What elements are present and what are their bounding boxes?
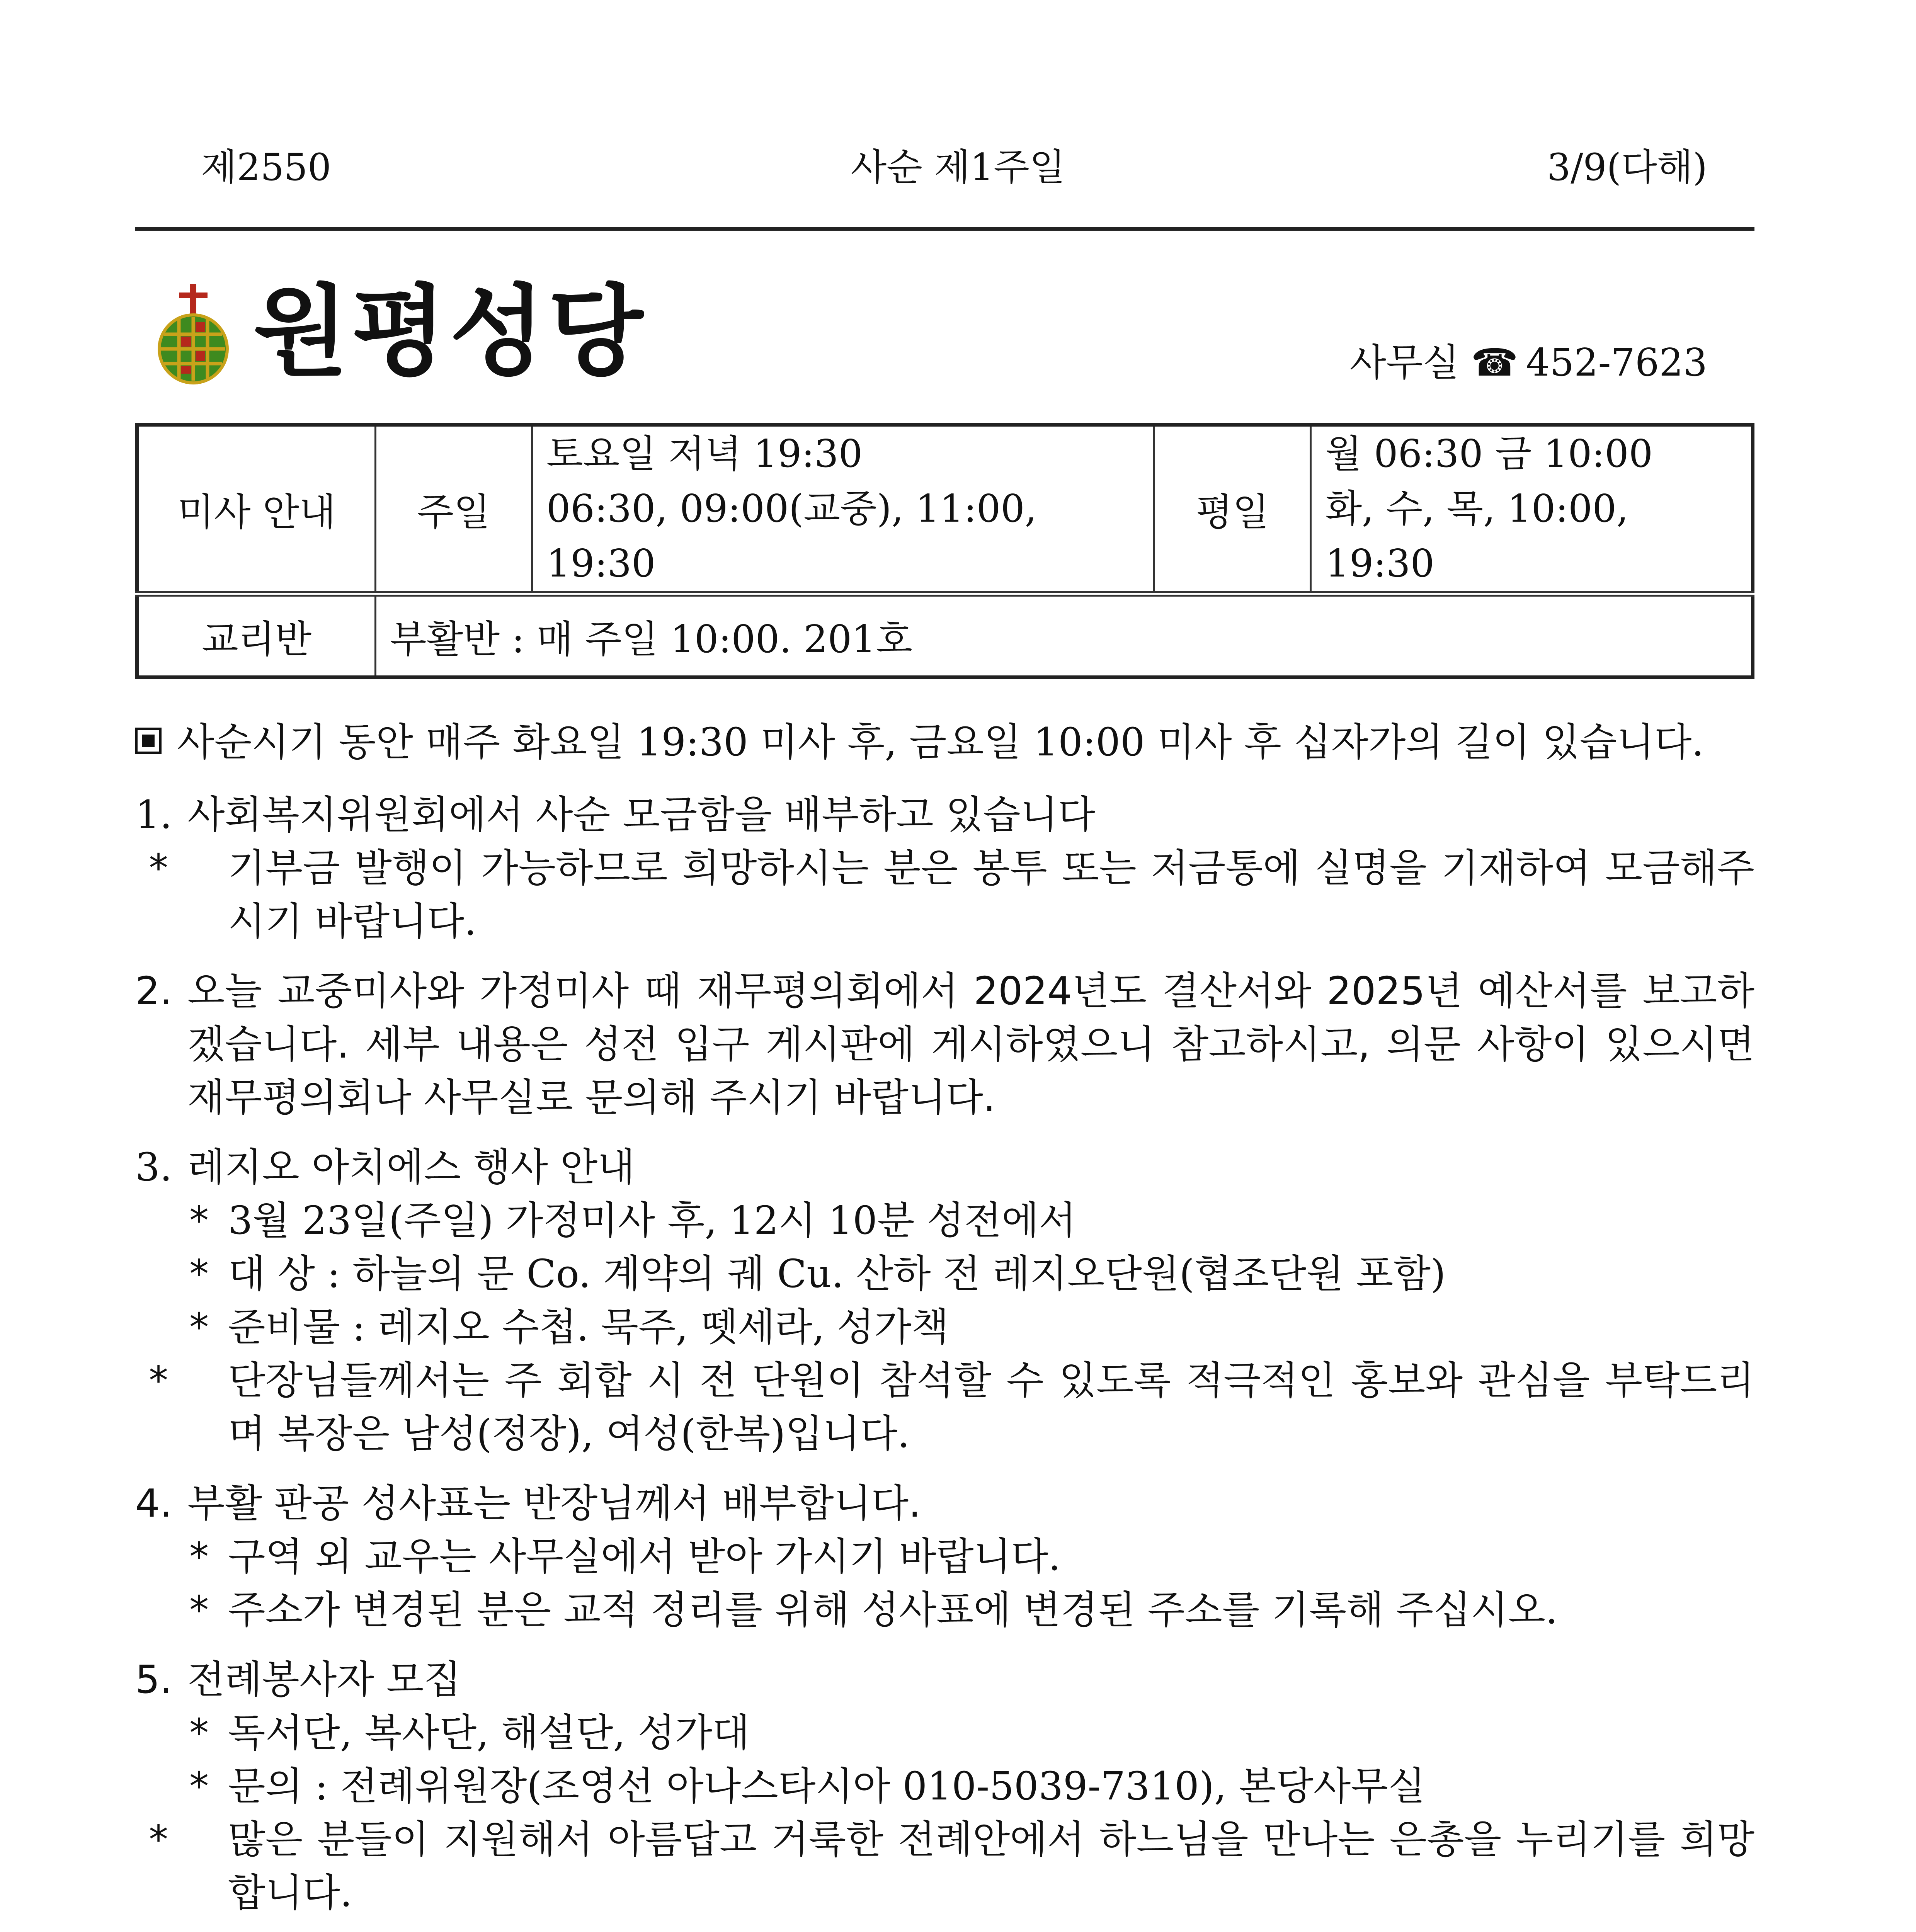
bulletin-date: 3/9(다해) bbox=[1547, 146, 1707, 189]
item-title: 3. 레지오 아치에스 행사 안내 bbox=[135, 1145, 635, 1190]
issue-number: 제2550 bbox=[201, 146, 332, 189]
catechism-label-cell: 교리반 bbox=[137, 594, 376, 677]
item-body-text: 오늘 교중미사와 가정미사 때 재무평의회에서 2024년도 결산서와 2025년 예산서를 보고하겠습니다. 세부 내용은 성전 입구 게시판에 게시하였으니 참고하시고, 의문 사항이 있으시면 재무평의회나 사무실로 문의해 주시기 바랍니다. bbox=[187, 968, 1754, 1120]
office-phone: 452-7623 bbox=[1526, 341, 1707, 385]
announcement-list bbox=[135, 788, 1754, 1932]
lent-notice bbox=[135, 711, 1704, 767]
item-detail: * 주소가 변경된 분은 교적 정리를 위해 성사표에 변경된 주소를 기록해 주십시오. bbox=[187, 1587, 1558, 1633]
item-detail: * 대 상 : 하늘의 문 Co. 계약의 궤 Cu. 산하 전 레지오단원(협조단원 포함) bbox=[187, 1251, 1446, 1296]
item-detail: * 많은 분들이 지원해서 아름답고 거룩한 전례안에서 하느님을 만나는 은총을 누리기를 희망합니다. bbox=[147, 1817, 1754, 1915]
header-divider bbox=[135, 227, 1754, 231]
item-title: 5. 전례봉사자 모집 bbox=[135, 1657, 461, 1702]
item-detail: * 3월 23일(주일) 가정미사 후, 12시 10분 성전에서 bbox=[187, 1198, 1076, 1243]
item-title: 4. 부활 판공 성사표는 반장님께서 배부합니다. bbox=[135, 1481, 921, 1526]
office-label: 사무실 bbox=[1349, 341, 1460, 385]
phone-icon: ☎ bbox=[1471, 341, 1518, 385]
item-detail: * 단장님들께서는 주 회합 시 전 단원이 참석할 수 있도록 적극적인 홍보와 관심을 부탁드리며 복장은 남성(정장), 여성(한복)입니다. bbox=[147, 1358, 1754, 1456]
sunday-times-cell bbox=[532, 425, 1154, 594]
announcement-item-3 bbox=[135, 1141, 1754, 1461]
office-contact bbox=[1349, 332, 1707, 387]
weekday-times-cell bbox=[1311, 425, 1753, 594]
catechism-value-cell: 부활반 : 매 주일 10:00. 201호 bbox=[376, 594, 1753, 677]
lent-notice-text: 사순시기 동안 매주 화요일 19:30 미사 후, 금요일 10:00 미사 후 십자가의 길이 있습니다. bbox=[177, 719, 1704, 765]
sunday-label-cell: 주일 bbox=[376, 425, 532, 594]
parish-name: 원평성당 bbox=[253, 275, 647, 389]
item-title: 1. 사회복지위원회에서 사순 모금함을 배부하고 있습니다 bbox=[135, 792, 1095, 837]
liturgical-title: 사순 제1주일 bbox=[851, 146, 1065, 189]
parish-logo-icon bbox=[149, 284, 238, 385]
weekday-times-line2: 화, 수, 목, 10:00, 19:30 bbox=[1325, 487, 1628, 586]
weekday-label-cell: 평일 bbox=[1154, 425, 1311, 594]
announcement-item-1 bbox=[135, 788, 1754, 948]
item-detail: * 문의 : 전례위원장(조영선 아나스타시아 010-5039-7310), 본당사무실 bbox=[187, 1764, 1426, 1809]
mass-label-cell: 미사 안내 bbox=[137, 425, 376, 594]
weekday-times-line1: 월 06:30 금 10:00 bbox=[1325, 432, 1653, 476]
item-detail: * 준비물 : 레지오 수첩. 묵주, 뗏세라, 성가책 bbox=[187, 1304, 949, 1350]
item-detail: * 독서단, 복사단, 해설단, 성가대 bbox=[187, 1710, 750, 1755]
item-detail: * 구역 외 교우는 사무실에서 받아 가시기 바랍니다. bbox=[187, 1534, 1061, 1579]
sunday-times-line1: 토요일 저녁 19:30 bbox=[546, 432, 863, 476]
announcement-item-4 bbox=[135, 1477, 1754, 1637]
square-bullet-icon bbox=[135, 728, 162, 754]
mass-schedule-table bbox=[135, 423, 1754, 679]
announcement-item-5 bbox=[135, 1653, 1754, 1920]
item-detail: * 기부금 발행이 가능하므로 희망하시는 분은 봉투 또는 저금통에 실명을 기재하여 모금해주시기 바랍니다. bbox=[147, 845, 1754, 944]
announcement-item-2: 2. 오늘 교중미사와 가정미사 때 재무평의회에서 2024년도 결산서와 2025년 예산서를 보고하겠습니다. 세부 내용은 성전 입구 게시판에 게시하였으니 참고하시고, 의문 사항이 있으시면 재무평의회나 사무실로 문의해 주시기 바랍니다. bbox=[135, 964, 1754, 1124]
sunday-times-line2: 06:30, 09:00(교중), 11:00, 19:30 bbox=[546, 487, 1037, 586]
